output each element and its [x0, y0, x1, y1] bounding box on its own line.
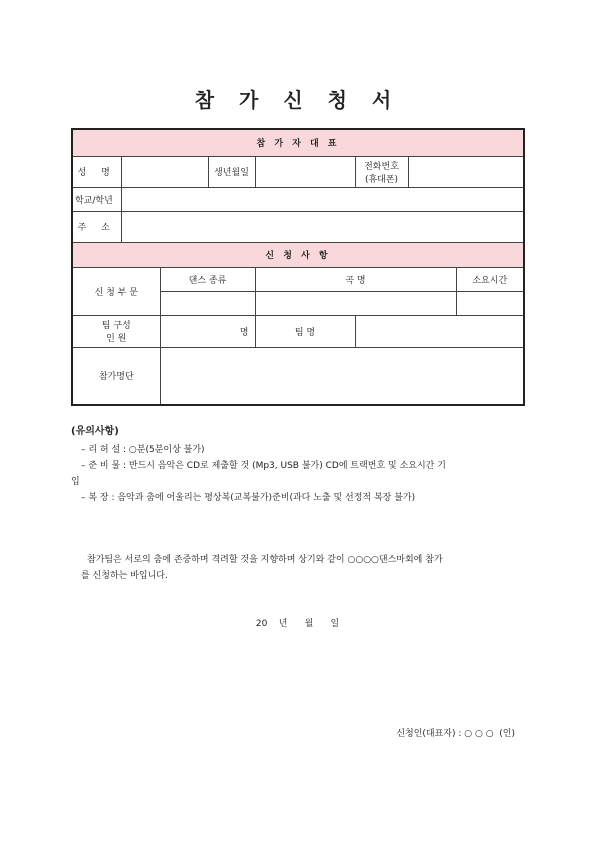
participant-roster-label: 참가명단 — [72, 347, 160, 405]
pledge-line1: 참가팀은 서로의 춤에 존중하며 격려할 것을 지향하며 상기와 같이 ○○○○댄스마회에 참가 — [87, 555, 443, 565]
name-label: 성 명 — [72, 156, 121, 187]
duration-label: 소요시간 — [456, 267, 524, 291]
notes-heading: (유의사항) — [71, 426, 119, 437]
signature-line: 신청인(대표자) : ○ ○ ○ (인) — [396, 729, 515, 739]
team-name-field[interactable] — [355, 315, 524, 347]
phone-field[interactable] — [408, 156, 524, 187]
team-size-label-line2: 인 원 — [106, 334, 127, 344]
dance-type-label: 댄스 종류 — [160, 267, 255, 291]
address-field[interactable] — [121, 211, 524, 242]
pledge-line2: 를 신청하는 바입니다. — [81, 571, 168, 581]
note-materials-cont: 입 — [71, 477, 80, 487]
song-title-field[interactable] — [255, 291, 456, 315]
phone-label — [355, 156, 408, 187]
phone-label-line2: (휴대폰) — [364, 174, 399, 185]
team-size-label-line1: 팀 구성 — [101, 321, 131, 331]
team-size-field[interactable] — [160, 315, 255, 347]
address-label: 주 소 — [72, 211, 121, 242]
dance-type-field[interactable] — [160, 291, 255, 315]
division-label: 신 청 부 문 — [72, 267, 160, 315]
participant-roster-field[interactable] — [160, 347, 524, 405]
representative-section-header: 참 가 자 대 표 — [72, 129, 524, 156]
notes-section — [71, 424, 531, 506]
application-form-table — [71, 128, 525, 406]
note-attire: – 복 장 : 음악과 춤에 어울리는 평상복(교복불가)준비(과다 노출 및 선정적 복장 불가) — [81, 493, 416, 503]
pledge-statement — [71, 552, 531, 584]
note-materials: – 준 비 물 : 반드시 음악은 CD로 제출할 것 (Mp3, USB 불가) CD에 트랙번호 및 소요시간 기 — [81, 461, 446, 471]
duration-field[interactable] — [456, 291, 524, 315]
team-name-label: 팀 명 — [255, 315, 355, 347]
school-grade-label: 학교/학년 — [72, 187, 121, 211]
team-size-label — [72, 315, 160, 347]
school-grade-field[interactable] — [121, 187, 524, 211]
note-rehearsal: – 리 허 설 : ○분(5분이상 불가) — [81, 445, 205, 455]
application-section-header: 신 청 사 항 — [72, 242, 524, 267]
date-line: 20 년 월 일 — [255, 619, 340, 629]
birthdate-label: 생년월일 — [208, 156, 255, 187]
birthdate-field[interactable] — [255, 156, 355, 187]
persons-unit: 명 — [239, 327, 249, 338]
document-title: 참 가 신 청 서 — [194, 88, 401, 112]
phone-label-line1: 전화번호 — [364, 161, 399, 172]
song-title-label: 곡 명 — [255, 267, 456, 291]
name-field[interactable] — [121, 156, 208, 187]
